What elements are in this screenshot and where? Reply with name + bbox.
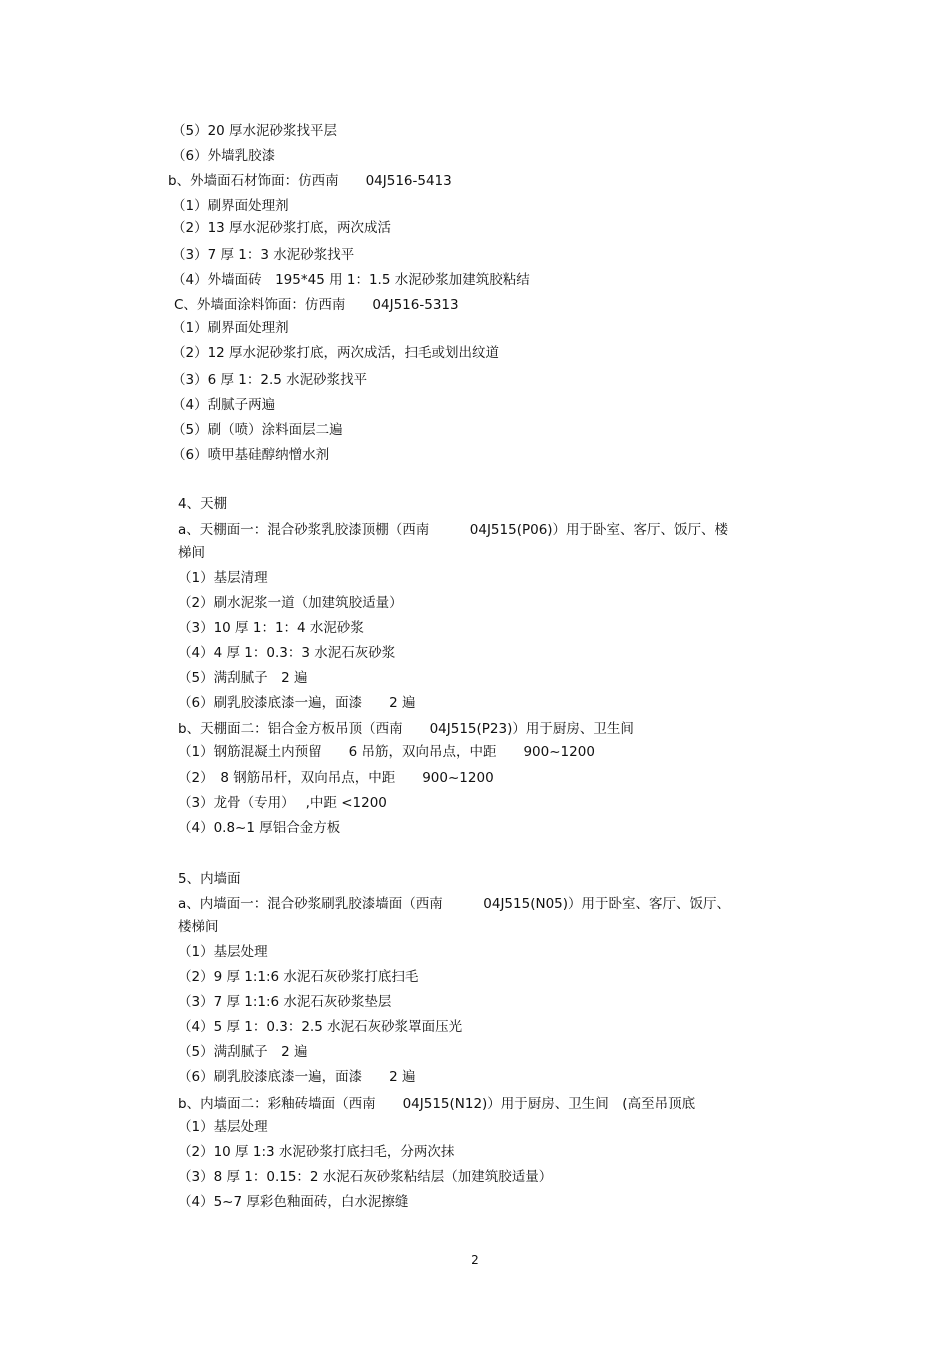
section-heading: b、外墙面石材饰面：仿西南 04J516-5413 [168,173,452,189]
section-heading: C、外墙面涂料饰面：仿西南 04J516-5313 [174,297,459,313]
text-line: 梯间 [178,545,205,561]
page-number: 2 [471,1253,479,1267]
text-line: （4）5 厚 1：0.3：2.5 水泥石灰砂浆罩面压光 [178,1019,463,1035]
section-heading: a、内墙面一：混合砂浆刷乳胶漆墙面（西南 04J515(N05)）用于卧室、客厅、饭厅、 [178,896,731,912]
text-line: （5）满刮腻子 2 遍 [178,1044,308,1060]
text-line: （1）刷界面处理剂 [172,320,289,336]
text-line: （2）12 厚水泥砂浆打底，两次成活，扫毛或划出纹道 [172,345,500,361]
text-line: （3）10 厚 1：1：4 水泥砂浆 [178,620,364,636]
text-line: （2）13 厚水泥砂浆打底，两次成活 [172,220,392,236]
text-line: （3）6 厚 1：2.5 水泥砂浆找平 [172,372,368,388]
text-line: （2）9 厚 1:1:6 水泥石灰砂浆打底扫毛 [178,969,419,985]
text-line: （6）外墙乳胶漆 [172,148,276,164]
text-line: （6）喷甲基硅醇纳憎水剂 [172,447,330,463]
text-line: （3）7 厚 1：3 水泥砂浆找平 [172,247,355,263]
text-line: （4）0.8~1 厚铝合金方板 [178,820,341,836]
text-line: （2）刷水泥浆一道（加建筑胶适量） [178,595,403,611]
chapter-heading: 5、内墙面 [178,871,241,887]
text-line: （3）8 厚 1：0.15：2 水泥石灰砂浆粘结层（加建筑胶适量） [178,1169,553,1185]
text-line: （3）龙骨（专用） ,中距 <1200 [178,795,387,811]
text-line: （5）满刮腻子 2 遍 [178,670,308,686]
text-line: （4）4 厚 1：0.3：3 水泥石灰砂浆 [178,645,396,661]
text-line: （1）基层处理 [178,944,268,960]
text-line: （1）基层清理 [178,570,268,586]
text-line: （2）10 厚 1:3 水泥砂浆打底扫毛，分两次抹 [178,1144,455,1160]
section-heading: b、天棚面二：铝合金方板吊顶（西南 04J515(P23)）用于厨房、卫生间 [178,721,634,737]
text-line: （2） 8 钢筋吊杆，双向吊点，中距 900~1200 [178,770,494,786]
text-line: （6）刷乳胶漆底漆一遍，面漆 2 遍 [178,1069,416,1085]
text-line: （6）刷乳胶漆底漆一遍，面漆 2 遍 [178,695,416,711]
text-line: （5）20 厚水泥砂浆找平层 [172,123,338,139]
section-heading: b、内墙面二：彩釉砖墙面（西南 04J515(N12)）用于厨房、卫生间 (高至吊顶底 [178,1096,696,1112]
text-line: （1）基层处理 [178,1119,268,1135]
text-line: （1）钢筋混凝土内预留 6 吊筋，双向吊点，中距 900~1200 [178,744,595,760]
section-heading: a、天棚面一：混合砂浆乳胶漆顶棚（西南 04J515(P06)）用于卧室、客厅、饭厅、楼 [178,522,729,538]
text-line: （4）外墙面砖 195*45 用 1：1.5 水泥砂浆加建筑胶粘结 [172,272,530,288]
text-line: （3）7 厚 1:1:6 水泥石灰砂浆垫层 [178,994,392,1010]
text-line: （1）刷界面处理剂 [172,198,289,214]
text-line: （5）刷（喷）涂料面层二遍 [172,422,343,438]
text-line: （4）5~7 厚彩色釉面砖，白水泥擦缝 [178,1194,409,1210]
text-line: 楼梯间 [178,919,219,935]
chapter-heading: 4、天棚 [178,496,228,512]
text-line: （4）刮腻子两遍 [172,397,276,413]
